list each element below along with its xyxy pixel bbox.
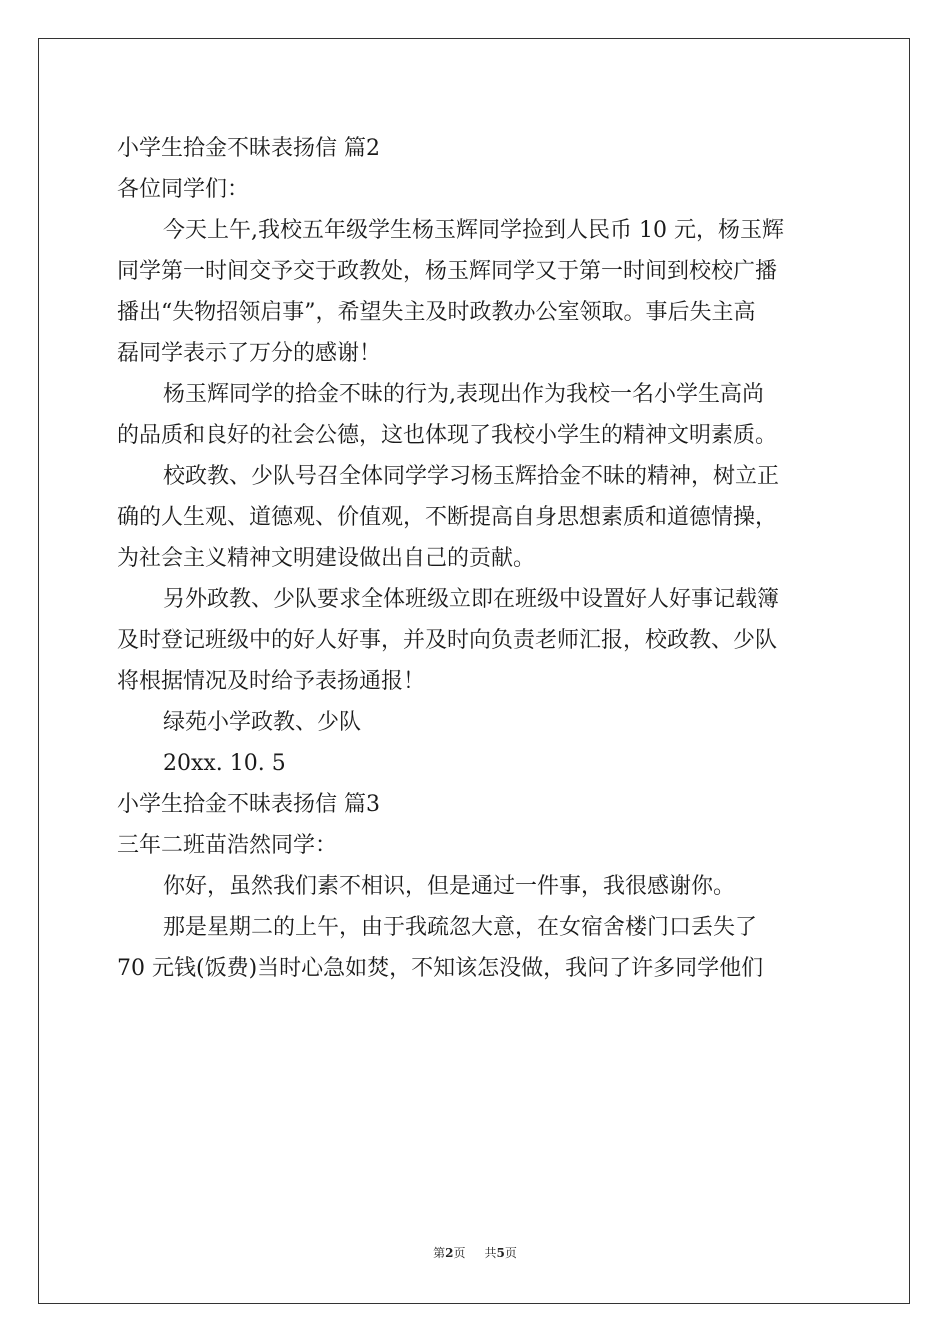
- paragraph-line: 为社会主义精神文明建设做出自己的贡献。: [117, 546, 536, 571]
- paragraph-line: 你好，虽然我们素不相识，但是通过一件事，我很感谢你。: [163, 874, 736, 899]
- paragraph-line: 今天上午,我校五年级学生杨玉辉同学捡到人民币 10 元，杨玉辉: [163, 218, 784, 243]
- paragraph-line: 磊同学表示了万分的感谢！: [117, 341, 382, 366]
- page-footer: [0, 1244, 950, 1261]
- paragraph-line: 另外政教、少队要求全体班级立即在班级中设置好人好事记载簿: [163, 587, 780, 612]
- paragraph-line: 的品质和良好的社会公德，这也体现了我校小学生的精神文明素质。: [117, 423, 778, 448]
- salutation: 各位同学们：: [117, 177, 250, 202]
- date: 20xx. 10. 5: [163, 751, 286, 776]
- paragraph-line: 确的人生观、道德观、价值观，不断提高自身思想素质和道德情操，: [117, 505, 778, 530]
- paragraph-line: 将根据情况及时给予表扬通报！: [117, 669, 426, 694]
- paragraph-line: 杨玉辉同学的拾金不昧的行为,表现出作为我校一名小学生高尚: [163, 382, 764, 407]
- paragraph-line: 那是星期二的上午，由于我疏忽大意，在女宿舍楼门口丢失了: [163, 915, 758, 940]
- paragraph-line: 及时登记班级中的好人好事，并及时向负责老师汇报，校政教、少队: [117, 628, 778, 653]
- total-pages: 共5页: [484, 1246, 517, 1260]
- paragraph-line: 同学第一时间交予交于政教处，杨玉辉同学又于第一时间到校校广播: [117, 259, 778, 284]
- document-body: [117, 128, 837, 989]
- page-number: 第2页: [433, 1246, 466, 1260]
- section-heading: 小学生拾金不昧表扬信 篇2: [117, 136, 380, 161]
- signature: 绿苑小学政教、少队: [163, 710, 362, 735]
- salutation: 三年二班苗浩然同学：: [117, 833, 338, 858]
- paragraph-line: 70 元钱(饭费)当时心急如焚，不知该怎没做，我问了许多同学他们: [117, 956, 764, 981]
- section-heading: 小学生拾金不昧表扬信 篇3: [117, 792, 380, 817]
- paragraph-line: 播出“失物招领启事”，希望失主及时政教办公室领取。事后失主高: [117, 300, 756, 325]
- paragraph-line: 校政教、少队号召全体同学学习杨玉辉拾金不昧的精神，树立正: [163, 464, 780, 489]
